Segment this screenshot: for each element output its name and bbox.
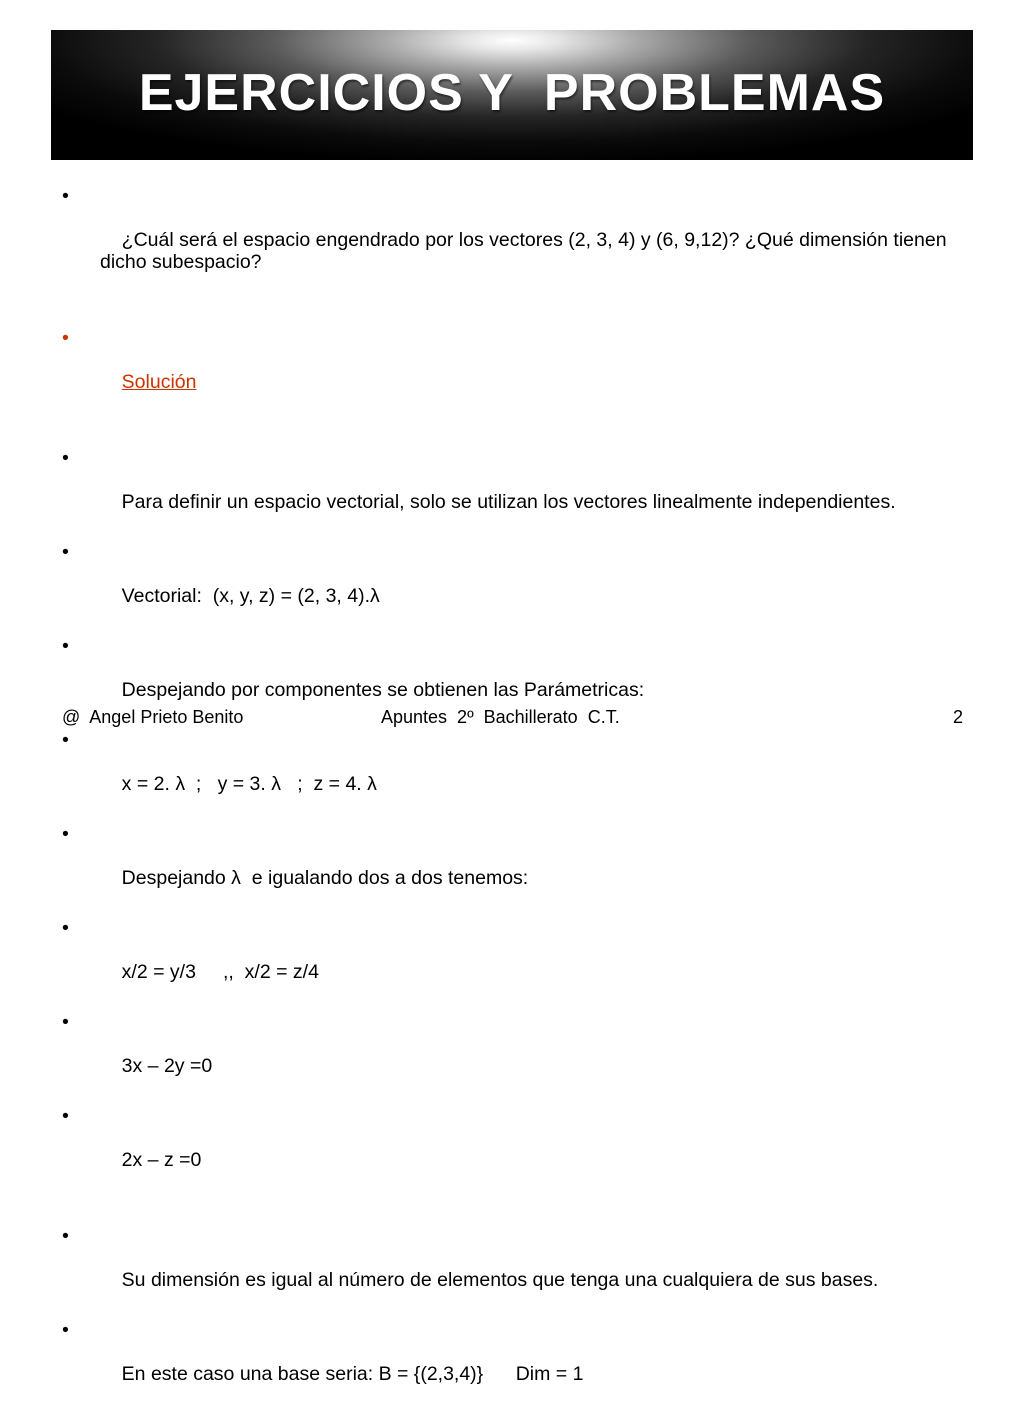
footer-page-number: 2 — [953, 707, 964, 727]
title-banner — [51, 30, 973, 160]
footer-course: Apuntes 2º Bachillerato C.T. — [381, 707, 620, 727]
bullet-question — [60, 185, 960, 295]
slide-title: EJERCICIOS Y PROBLEMAS — [138, 64, 886, 122]
bullet-dot-icon: • — [62, 635, 69, 657]
footer-author: @ Angel Prieto Benito — [62, 707, 244, 727]
bullet-dot-icon: • — [62, 327, 69, 349]
bullet-text: Despejando por componentes se obtienen las Parámetricas: — [121, 679, 645, 701]
bullet-parametric-equations — [60, 729, 960, 817]
bullet-dimension-rule — [60, 1225, 960, 1313]
bullet-dot-icon: • — [62, 917, 69, 939]
bullet-dot-icon: • — [62, 1105, 69, 1127]
bullet-equation-2 — [60, 1105, 960, 1193]
bullet-text: Su dimensión es igual al número de elementos que tenga una cualquiera de sus bases. — [121, 1269, 879, 1291]
bullet-ratio-equations — [60, 917, 960, 1005]
bullet-dot-icon: • — [62, 1011, 69, 1033]
bullet-list — [60, 185, 960, 1407]
bullet-dot-icon: • — [62, 729, 69, 751]
bullet-text: x = 2. λ ; y = 3. λ ; z = 4. λ — [121, 773, 377, 795]
bullet-solution — [60, 327, 960, 415]
bullet-text: 2x – z =0 — [121, 1149, 202, 1171]
bullet-dot-icon: • — [62, 1319, 69, 1341]
bullet-text: x/2 = y/3 ,, x/2 = z/4 — [121, 961, 319, 983]
bullet-dot-icon: • — [62, 823, 69, 845]
bullet-text: Despejando λ e igualando dos a dos tenemos: — [121, 867, 529, 889]
bullet-base-result — [60, 1319, 960, 1407]
bullet-elimination-intro — [60, 823, 960, 911]
bullet-text: Vectorial: (x, y, z) = (2, 3, 4).λ — [121, 585, 380, 607]
bullet-equation-1 — [60, 1011, 960, 1099]
bullet-text: En este caso una base seria: B = {(2,3,4)} Dim = 1 — [121, 1363, 584, 1385]
bullet-text: 3x – 2y =0 — [121, 1055, 213, 1077]
bullet-dot-icon: • — [62, 447, 69, 469]
bullet-text: Para definir un espacio vectorial, solo se utilizan los vectores linealmente independientes. — [121, 491, 896, 513]
bullet-text: ¿Cuál será el espacio engendrado por los vectores (2, 3, 4) y (6, 9,12)? ¿Qué dimensión tienen dicho subespacio? — [100, 229, 952, 273]
bullet-definition — [60, 447, 960, 535]
bullet-vectorial — [60, 541, 960, 629]
solution-link[interactable]: Solución — [121, 371, 197, 393]
bullet-dot-icon: • — [62, 541, 69, 563]
bullet-dot-icon: • — [62, 1225, 69, 1247]
bullet-dot-icon: • — [62, 185, 69, 207]
